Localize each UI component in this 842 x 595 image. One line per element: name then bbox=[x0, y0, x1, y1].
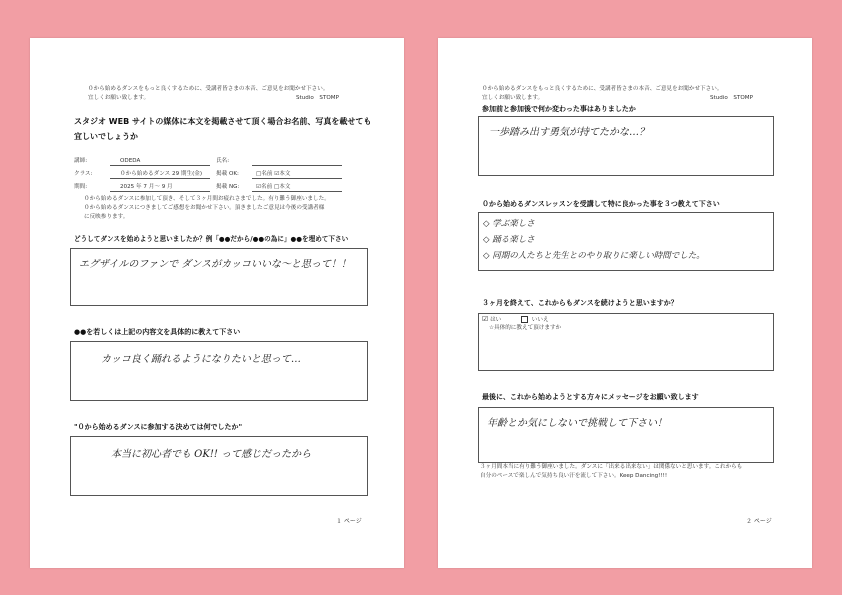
answer-box-1 bbox=[70, 248, 368, 306]
answer-box-7 bbox=[478, 407, 774, 463]
period-label: 期間: bbox=[74, 184, 88, 190]
answer-2: カッコ良く踊れるようになりたいと思って… bbox=[101, 354, 301, 365]
no-option bbox=[521, 316, 549, 324]
answer-5-item-2: ◇ 踊る楽しさ bbox=[483, 235, 535, 245]
name-label: 氏名: bbox=[216, 158, 230, 164]
reason-prompt: ☆具体的に教えて頂けますか bbox=[489, 325, 562, 331]
header-line-2: 宜しくお願い致します。 bbox=[482, 95, 544, 101]
question-3: "０から始めるダンスに参加する決めては何でしたか" bbox=[74, 423, 243, 431]
publish-ok-label: 掲載 OK: bbox=[216, 171, 239, 177]
answer-box-2 bbox=[70, 341, 368, 401]
no-label: いいえ bbox=[531, 317, 549, 323]
instructor-label: 講師: bbox=[74, 158, 88, 164]
survey-page-1 bbox=[30, 38, 404, 568]
answer-box-6 bbox=[478, 313, 774, 371]
survey-page-2 bbox=[438, 38, 812, 568]
question-4: 参加前と参加後で何か変わった事はありましたか bbox=[482, 105, 636, 113]
answer-5-item-3: ◇ 同期の人たちと先生とのやり取りに楽しい時間でした。 bbox=[483, 251, 705, 261]
publish-ng-value: ☑名前 □本文 bbox=[256, 184, 291, 190]
question-2: ●●を若しくは上記の内容文を具体的に教えて下さい bbox=[74, 328, 241, 336]
publish-ok-value: □名前 ☑本文 bbox=[256, 171, 291, 177]
studio-name: Studio STOMP bbox=[710, 95, 753, 101]
header-line-1: ０から始めるダンスをもっと良くするために、受講者皆さまの本音、ご意見をお聞かせ下さい。 bbox=[88, 86, 329, 92]
yes-label: はい bbox=[490, 317, 502, 323]
note-line-3: に反映参ります。 bbox=[84, 214, 129, 220]
class-value: ０から始めるダンス 29 期生(金) bbox=[120, 171, 203, 177]
question-1: どうしてダンスを始めようと思いましたか？例「●●だから/●●の為に」●●を埋めて下さい bbox=[74, 235, 349, 243]
header-line-2: 宜しくお願い致します。 bbox=[88, 95, 150, 101]
checked-checkbox-icon: ☑ bbox=[482, 315, 489, 323]
checkbox-icon bbox=[521, 316, 528, 323]
yes-option bbox=[482, 316, 501, 324]
answer-4: 一歩踏み出す勇気が持てたかな…？ bbox=[489, 127, 649, 138]
period-value: 2025 年 7 月～ 9 月 bbox=[120, 184, 173, 190]
instructor-value: ODEDA bbox=[120, 158, 141, 164]
publish-ng-label: 掲載 NG: bbox=[216, 184, 240, 190]
note-line-1: ０から始めるダンスに参加して頂き、そして３ヶ月間お疲れさまでした。有り難う御座いました。 bbox=[84, 196, 330, 202]
question-7: 最後に、これから始めようとする方々にメッセージをお願い致します bbox=[482, 393, 699, 401]
answer-5-item-1: ◇ 学ぶ楽しさ bbox=[483, 219, 535, 229]
question-6: ３ヶ月を終えて、これからもダンスを続けようと思いますか？ bbox=[482, 299, 678, 307]
answer-3: 本当に初心者でも OK!! って感じだったから bbox=[111, 449, 312, 460]
question-5: ０から始めるダンスレッスンを受講して特に良かった事を３つ教えて下さい bbox=[482, 200, 720, 208]
answer-7: 年齢とか気にしないで挑戦して下さい！ bbox=[487, 418, 667, 429]
answer-box-4 bbox=[478, 116, 774, 176]
header-line-1: ０から始めるダンスをもっと良くするために、受講者皆さまの本音、ご意見をお聞かせ下さい。 bbox=[482, 86, 723, 92]
note-line-2: ０から始めるダンスにつきましてご感想をお聞かせ下さい。頂きましたご意見は今後の受講者様 bbox=[84, 205, 325, 211]
footer-line-2: 自分のペースで楽しんで気持ち良い汗を流して下さい。Keep Dancing!!!! bbox=[480, 473, 668, 479]
footer-line-1: ３ヶ月間本当に有り難う御座いました。ダンスに「出来る出来ない」は関係ないと思います。これからも bbox=[480, 464, 743, 470]
answer-box-3 bbox=[70, 436, 368, 496]
page-number: ２ ページ bbox=[746, 518, 772, 525]
page-title: スタジオ WEB サイトの媒体に本文を掲載させて頂く場合お名前、写真を載せても宜しいでしょうか bbox=[74, 117, 372, 141]
answer-box-5 bbox=[478, 212, 774, 271]
answer-1: エグザイルのファンで ダンスがカッコいいな～と思って！！ bbox=[79, 259, 351, 270]
class-label: クラス: bbox=[74, 171, 93, 177]
page-number: １ ページ bbox=[336, 518, 362, 525]
studio-name: Studio STOMP bbox=[296, 95, 339, 101]
